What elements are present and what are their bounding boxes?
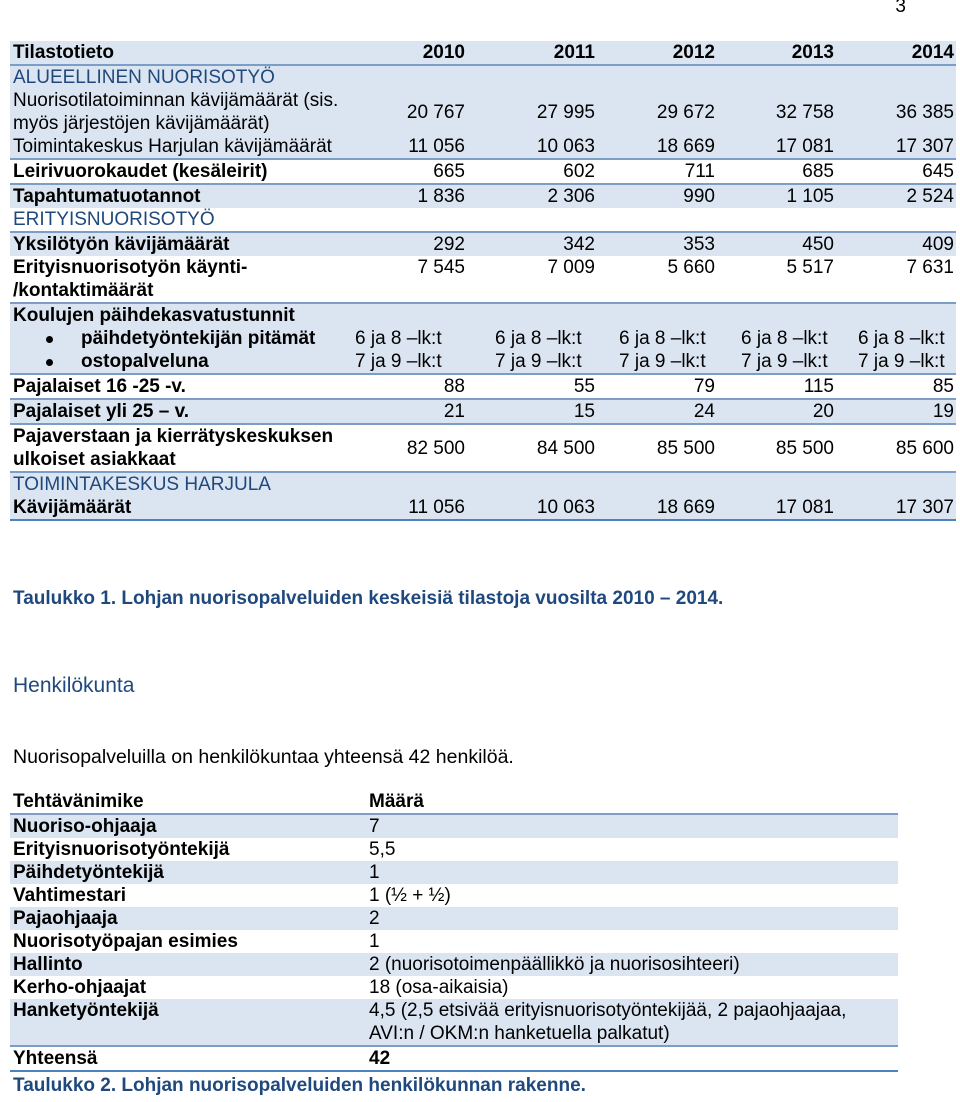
- section-label: ALUEELLINEN NUORISOTYÖ: [10, 65, 956, 89]
- schedule-line: 6 ja 8 –lk:t: [495, 328, 582, 349]
- table-cell: 10 063: [467, 135, 597, 159]
- role-cell: Hallinto: [10, 953, 366, 976]
- schedule-line: 6 ja 8 –lk:t: [741, 328, 828, 349]
- table-cell: 79: [597, 374, 717, 399]
- table-cell: 29 672: [597, 89, 717, 135]
- table-cell: 292: [347, 232, 467, 256]
- header-cell: 2013: [717, 41, 836, 65]
- table-row: [10, 496, 956, 520]
- header-cell: 2014: [836, 41, 956, 65]
- table-cell: 17 307: [836, 496, 956, 520]
- table-cell: 32 758: [717, 89, 836, 135]
- section-row: [10, 472, 956, 496]
- table-cell: 409: [836, 232, 956, 256]
- table-cell: 1 105: [717, 184, 836, 208]
- amount-cell: 18 (osa-aikaisia): [369, 977, 509, 998]
- table-cell: 82 500: [347, 424, 467, 472]
- table-cell: 11 056: [347, 496, 467, 520]
- table-row: [10, 374, 956, 399]
- table-row: [10, 159, 956, 184]
- row-label: Toimintakeskus Harjulan kävijämäärät: [10, 135, 347, 159]
- schedule-line: 7 ja 9 –lk:t: [619, 351, 706, 372]
- table-cell: 20 767: [347, 89, 467, 135]
- list-item: ostopalveluna: [13, 350, 345, 373]
- schedule-line: 7 ja 9 –lk:t: [495, 351, 582, 372]
- table-cell: 84 500: [467, 424, 597, 472]
- amount-cell: 4,5 (2,5 etsivää erityisnuorisotyöntekijää, 2 pajaohjaajaa, AVI:n / OKM:n hanketuella palkatut): [366, 999, 898, 1046]
- table-cell: 17 307: [836, 135, 956, 159]
- table-cell: 7 009: [467, 256, 597, 303]
- table-header-row: [10, 41, 956, 65]
- schedule-line: 7 ja 9 –lk:t: [741, 351, 828, 372]
- table-cell: 85 500: [597, 424, 717, 472]
- table-cell: 88: [347, 374, 467, 399]
- header-cell: Tehtävänimike: [10, 790, 366, 814]
- table-cell: 24: [597, 399, 717, 424]
- amount-cell: 1: [369, 931, 380, 952]
- table-cell: 645: [836, 159, 956, 184]
- table-cell: 5 517: [717, 256, 836, 303]
- table-cell: 18 669: [597, 135, 717, 159]
- table-cell: 7 631: [836, 256, 956, 303]
- row-label: Pajalaiset yli 25 – v.: [10, 399, 347, 424]
- role-cell: Nuorisotyöpajan esimies: [13, 931, 238, 952]
- amount-cell: 1 (½ + ½): [369, 885, 451, 906]
- list-item: päihdetyöntekijän pitämät: [13, 327, 345, 350]
- table-row: [10, 930, 898, 953]
- table-cell: 15: [467, 399, 597, 424]
- total-row: [10, 1046, 898, 1071]
- table-cell: 115: [717, 374, 836, 399]
- table-cell: 2 524: [836, 184, 956, 208]
- role-cell: Päihdetyöntekijä: [10, 861, 366, 884]
- table-row: [10, 838, 898, 861]
- table-row: [10, 999, 898, 1046]
- table-cell: 7 545: [347, 256, 467, 303]
- section-heading: Henkilökunta: [13, 674, 135, 697]
- row-label-text: Koulujen päihdekasvatustunnit: [13, 305, 295, 326]
- table-cell: 19: [836, 399, 956, 424]
- table-header-row: [10, 790, 898, 814]
- bullet-list: [13, 327, 345, 373]
- table-row: [10, 399, 956, 424]
- role-cell: Erityisnuorisotyöntekijä: [13, 839, 230, 860]
- table-cell: 21: [347, 399, 467, 424]
- row-label: Erityisnuorisotyön käynti- /kontaktimäärät: [10, 256, 347, 303]
- table-row: [10, 184, 956, 208]
- table-cell: 353: [597, 232, 717, 256]
- table-cell: 10 063: [467, 496, 597, 520]
- schedule-line: 6 ja 8 –lk:t: [355, 328, 442, 349]
- table-row: [10, 814, 898, 838]
- table-cell: 602: [467, 159, 597, 184]
- table-caption: Taulukko 2. Lohjan nuorisopalveluiden henkilökunnan rakenne.: [13, 1075, 586, 1096]
- table-cell: [347, 303, 467, 374]
- table-cell: 342: [467, 232, 597, 256]
- table-row: [10, 424, 956, 472]
- amount-cell: 7: [366, 814, 898, 838]
- role-cell: Kerho-ohjaajat: [13, 977, 147, 998]
- body-paragraph: Nuorisopalveluilla on henkilökuntaa yhteensä 42 henkilöä.: [13, 746, 514, 768]
- staff-table: [10, 790, 898, 1072]
- table-cell: 27 995: [467, 89, 597, 135]
- table-caption: Taulukko 1. Lohjan nuorisopalveluiden keskeisiä tilastoja vuosilta 2010 – 2014.: [13, 588, 724, 609]
- table-cell: 17 081: [717, 496, 836, 520]
- table-cell: [597, 303, 717, 374]
- table-cell: 85 500: [717, 424, 836, 472]
- row-label: [10, 303, 347, 374]
- role-cell: Hanketyöntekijä: [10, 999, 366, 1046]
- role-cell: Yhteensä: [10, 1046, 366, 1071]
- table-row: [10, 907, 898, 930]
- table-cell: 85 600: [836, 424, 956, 472]
- table-cell: 685: [717, 159, 836, 184]
- table-row: [10, 884, 898, 907]
- schedule-line: 7 ja 9 –lk:t: [355, 351, 442, 372]
- section-label: TOIMINTAKESKUS HARJULA: [10, 472, 956, 496]
- schedule-line: 6 ja 8 –lk:t: [858, 328, 945, 349]
- table-cell: 2 306: [467, 184, 597, 208]
- table-cell: 55: [467, 374, 597, 399]
- amount-cell: 2 (nuorisotoimenpäällikkö ja nuorisosihteeri): [366, 953, 898, 976]
- table-row: [10, 861, 898, 884]
- table-cell: 17 081: [717, 135, 836, 159]
- role-cell: Vahtimestari: [13, 885, 126, 906]
- table-cell: 85: [836, 374, 956, 399]
- amount-cell: 42: [366, 1046, 898, 1071]
- table-row: [10, 976, 898, 999]
- header-cell: 2011: [467, 41, 597, 65]
- table-cell: 990: [597, 184, 717, 208]
- table-row: [10, 232, 956, 256]
- header-cell: 2012: [597, 41, 717, 65]
- table-cell: [717, 303, 836, 374]
- row-label: Nuorisotilatoiminnan kävijämäärät (sis. myös järjestöjen kävijämäärät): [10, 89, 347, 135]
- table-cell: 20: [717, 399, 836, 424]
- row-label: Kävijämäärät: [10, 496, 347, 520]
- row-label: Pajaverstaan ja kierrätyskeskuksen ulkoiset asiakkaat: [10, 424, 347, 472]
- table-cell: 36 385: [836, 89, 956, 135]
- statistics-table: [10, 41, 956, 521]
- table-cell: [467, 303, 597, 374]
- table-cell: 450: [717, 232, 836, 256]
- table-row: [10, 256, 956, 303]
- table-cell: 1 836: [347, 184, 467, 208]
- table-cell: 5 660: [597, 256, 717, 303]
- role-cell: Pajaohjaaja: [10, 907, 366, 930]
- table-row: [10, 89, 956, 135]
- row-label: Yksilötyön kävijämäärät: [10, 232, 347, 256]
- amount-cell: 5,5: [369, 839, 396, 860]
- table-row: [10, 303, 956, 374]
- header-cell: Määrä: [366, 790, 898, 814]
- row-label: Pajalaiset 16 -25 -v.: [10, 374, 347, 399]
- table-cell: 18 669: [597, 496, 717, 520]
- section-row: [10, 65, 956, 89]
- row-label: Leirivuorokaudet (kesäleirit): [10, 159, 347, 184]
- amount-cell: 1: [366, 861, 898, 884]
- schedule-line: 7 ja 9 –lk:t: [858, 351, 945, 372]
- role-cell: Nuoriso-ohjaaja: [10, 814, 366, 838]
- table-cell: 665: [347, 159, 467, 184]
- table-row: [10, 953, 898, 976]
- table-cell: 11 056: [347, 135, 467, 159]
- schedule-line: 6 ja 8 –lk:t: [619, 328, 706, 349]
- table-cell: 711: [597, 159, 717, 184]
- row-label: Tapahtumatuotannot: [10, 184, 347, 208]
- header-cell: Tilastotieto: [10, 41, 347, 65]
- header-cell: 2010: [347, 41, 467, 65]
- page-number: 3: [895, 0, 906, 17]
- section-label: ERITYISNUORISOTYÖ: [10, 208, 956, 232]
- table-row: [10, 135, 956, 159]
- amount-cell: 2: [366, 907, 898, 930]
- section-row: [10, 208, 956, 232]
- table-cell: [836, 303, 956, 374]
